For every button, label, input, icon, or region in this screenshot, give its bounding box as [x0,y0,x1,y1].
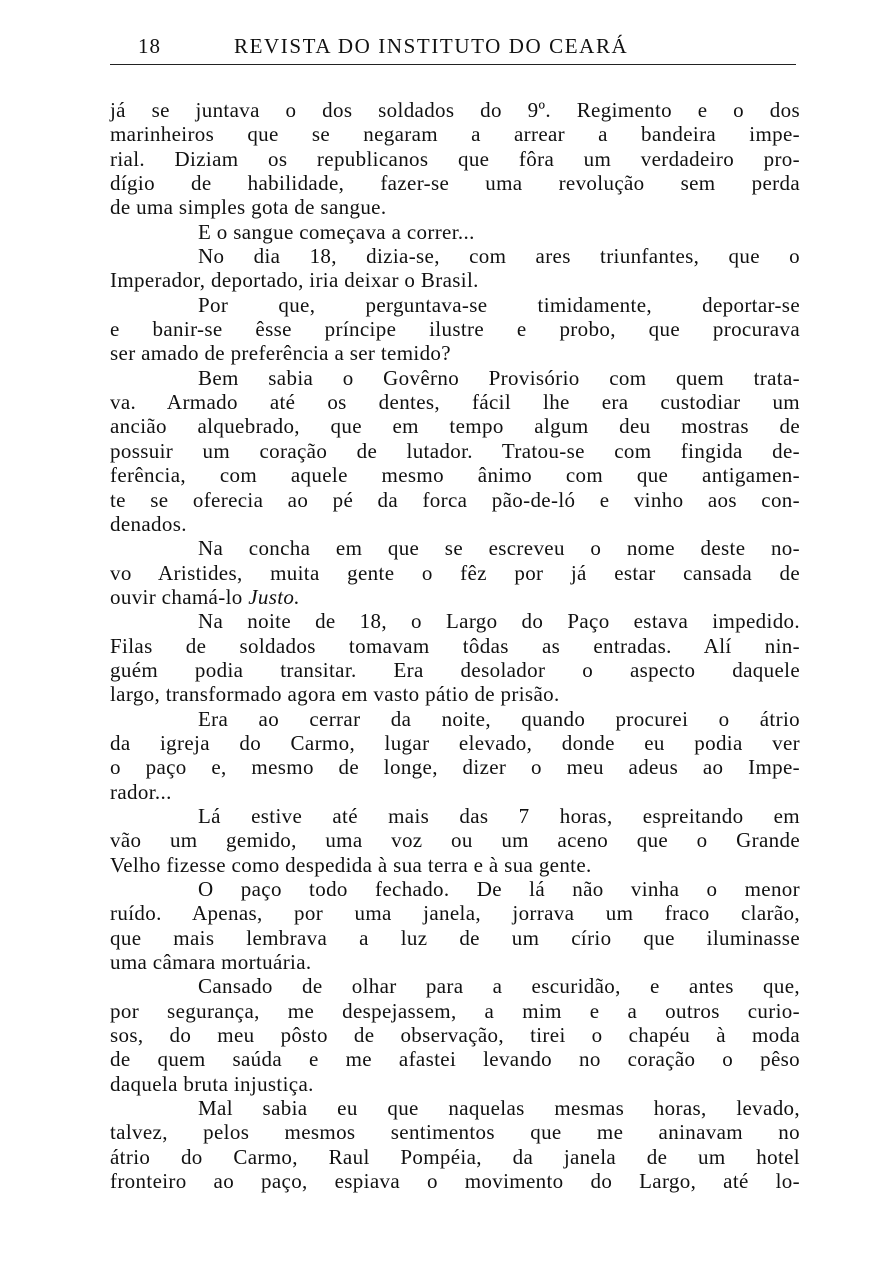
text-line: va. Armado até os dentes, fácil lhe era custodiar um [110,390,800,415]
text-segment: ouvir chamá-lo [110,584,249,609]
italic-word: Justo. [248,584,300,609]
text-line: ancião alquebrado, que em tempo algum deu mostras de [110,414,800,439]
text-line: Cansado de olhar para a escuridão, e antes que, [198,974,800,999]
text-line: marinheiros que se negaram a arrear a bandeira impe- [110,122,800,147]
paragraph [110,707,800,804]
text-line: de uma simples gota de sangue. [110,195,387,220]
text-line: já se juntava o dos soldados do 9º. Regimento e o dos [110,98,800,122]
text-line: o paço e, mesmo de longe, dizer o meu adeus ao Impe- [110,755,800,780]
text-line: ser amado de preferência a ser temido? [110,341,451,366]
text-line: rador... [110,779,172,804]
text-line: dígio de habilidade, fazer-se uma revolução sem perda [110,171,800,196]
text-line: Filas de soldados tomavam tôdas as entradas. Alí nin- [110,633,800,658]
text-line: Velho fizesse como despedida à sua terra e à sua gente. [110,852,592,877]
text-line: guém podia transitar. Era desolador o aspecto daquele [110,657,800,682]
text-line: sos, do meu pôsto de observação, tirei o chapéu à moda [110,1023,800,1048]
text-line: Lá estive até mais das 7 horas, espreitando em [198,803,800,828]
text-line: da igreja do Carmo, lugar elevado, donde eu podia ver [110,730,800,755]
text-line: O paço todo fechado. De lá não vinha o menor [198,877,800,901]
page-number: 18 [138,34,161,58]
paragraph [110,98,800,220]
text-line: No dia 18, dizia-se, com ares triunfantes, que o [198,244,800,269]
paragraph [110,366,800,536]
paragraph [110,1096,800,1193]
text-line: ruído. Apenas, por uma janela, jorrava um fraco clarão, [110,901,800,926]
text-line: uma câmara mortuária. [110,950,312,975]
text-line: E o sangue começava a correr... [198,219,475,244]
paragraph [110,877,800,974]
text-line: ferência, com aquele mesmo ânimo com que antigamen- [110,463,800,488]
paragraph [110,293,800,366]
text-line: vo Aristides, muita gente o fêz por já estar cansada de [110,560,800,585]
paragraph [110,974,800,1096]
text-line: Era ao cerrar da noite, quando procurei o átrio [198,706,800,731]
text-line: Imperador, deportado, iria deixar o Brasil. [110,268,479,293]
text-line: vão um gemido, uma voz ou um aceno que o Grande [110,828,800,853]
running-title: REVISTA DO INSTITUTO DO CEARÁ [234,34,629,58]
text-line: e banir-se êsse príncipe ilustre e probo, que procurava [110,317,800,342]
text-line: denados. [110,511,187,536]
text-line: Por que, perguntava-se timidamente, deportar-se [198,292,800,317]
text-line: daquela bruta injustiça. [110,1071,314,1096]
text-line: largo, transformado agora em vasto pátio de prisão. [110,682,560,707]
text-line: Bem sabia o Govêrno Provisório com quem trata- [198,365,800,390]
text-line: por segurança, me despejassem, a mim e a outros curio- [110,998,800,1023]
text-line: Mal sabia eu que naquelas mesmas horas, levado, [198,1096,800,1121]
text-line: rial. Diziam os republicanos que fôra um verdadeiro pro- [110,146,800,171]
body-text [110,98,800,1193]
text-line: de quem saúda e me afastei levando no coração o pêso [110,1047,800,1072]
paragraph [110,220,800,244]
text-line [110,585,800,609]
page-header [110,34,796,65]
text-line: átrio do Carmo, Raul Pompéia, da janela de um hotel [110,1144,800,1169]
text-line: te se oferecia ao pé da forca pão-de-ló e vinho aos con- [110,487,800,512]
text-line: talvez, pelos mesmos sentimentos que me aninavam no [110,1120,800,1145]
paragraph [110,609,800,706]
paragraph [110,536,800,609]
text-line: que mais lembrava a luz de um círio que iluminasse [110,925,800,950]
text-line: possuir um coração de lutador. Tratou-se com fingida de- [110,438,800,463]
paragraph [110,244,800,293]
text-line: Na noite de 18, o Largo do Paço estava impedido. [198,609,800,634]
text-line: fronteiro ao paço, espiava o movimento do Largo, até lo- [110,1169,800,1194]
text-line: Na concha em que se escreveu o nome deste no- [198,536,800,561]
paragraph [110,804,800,877]
